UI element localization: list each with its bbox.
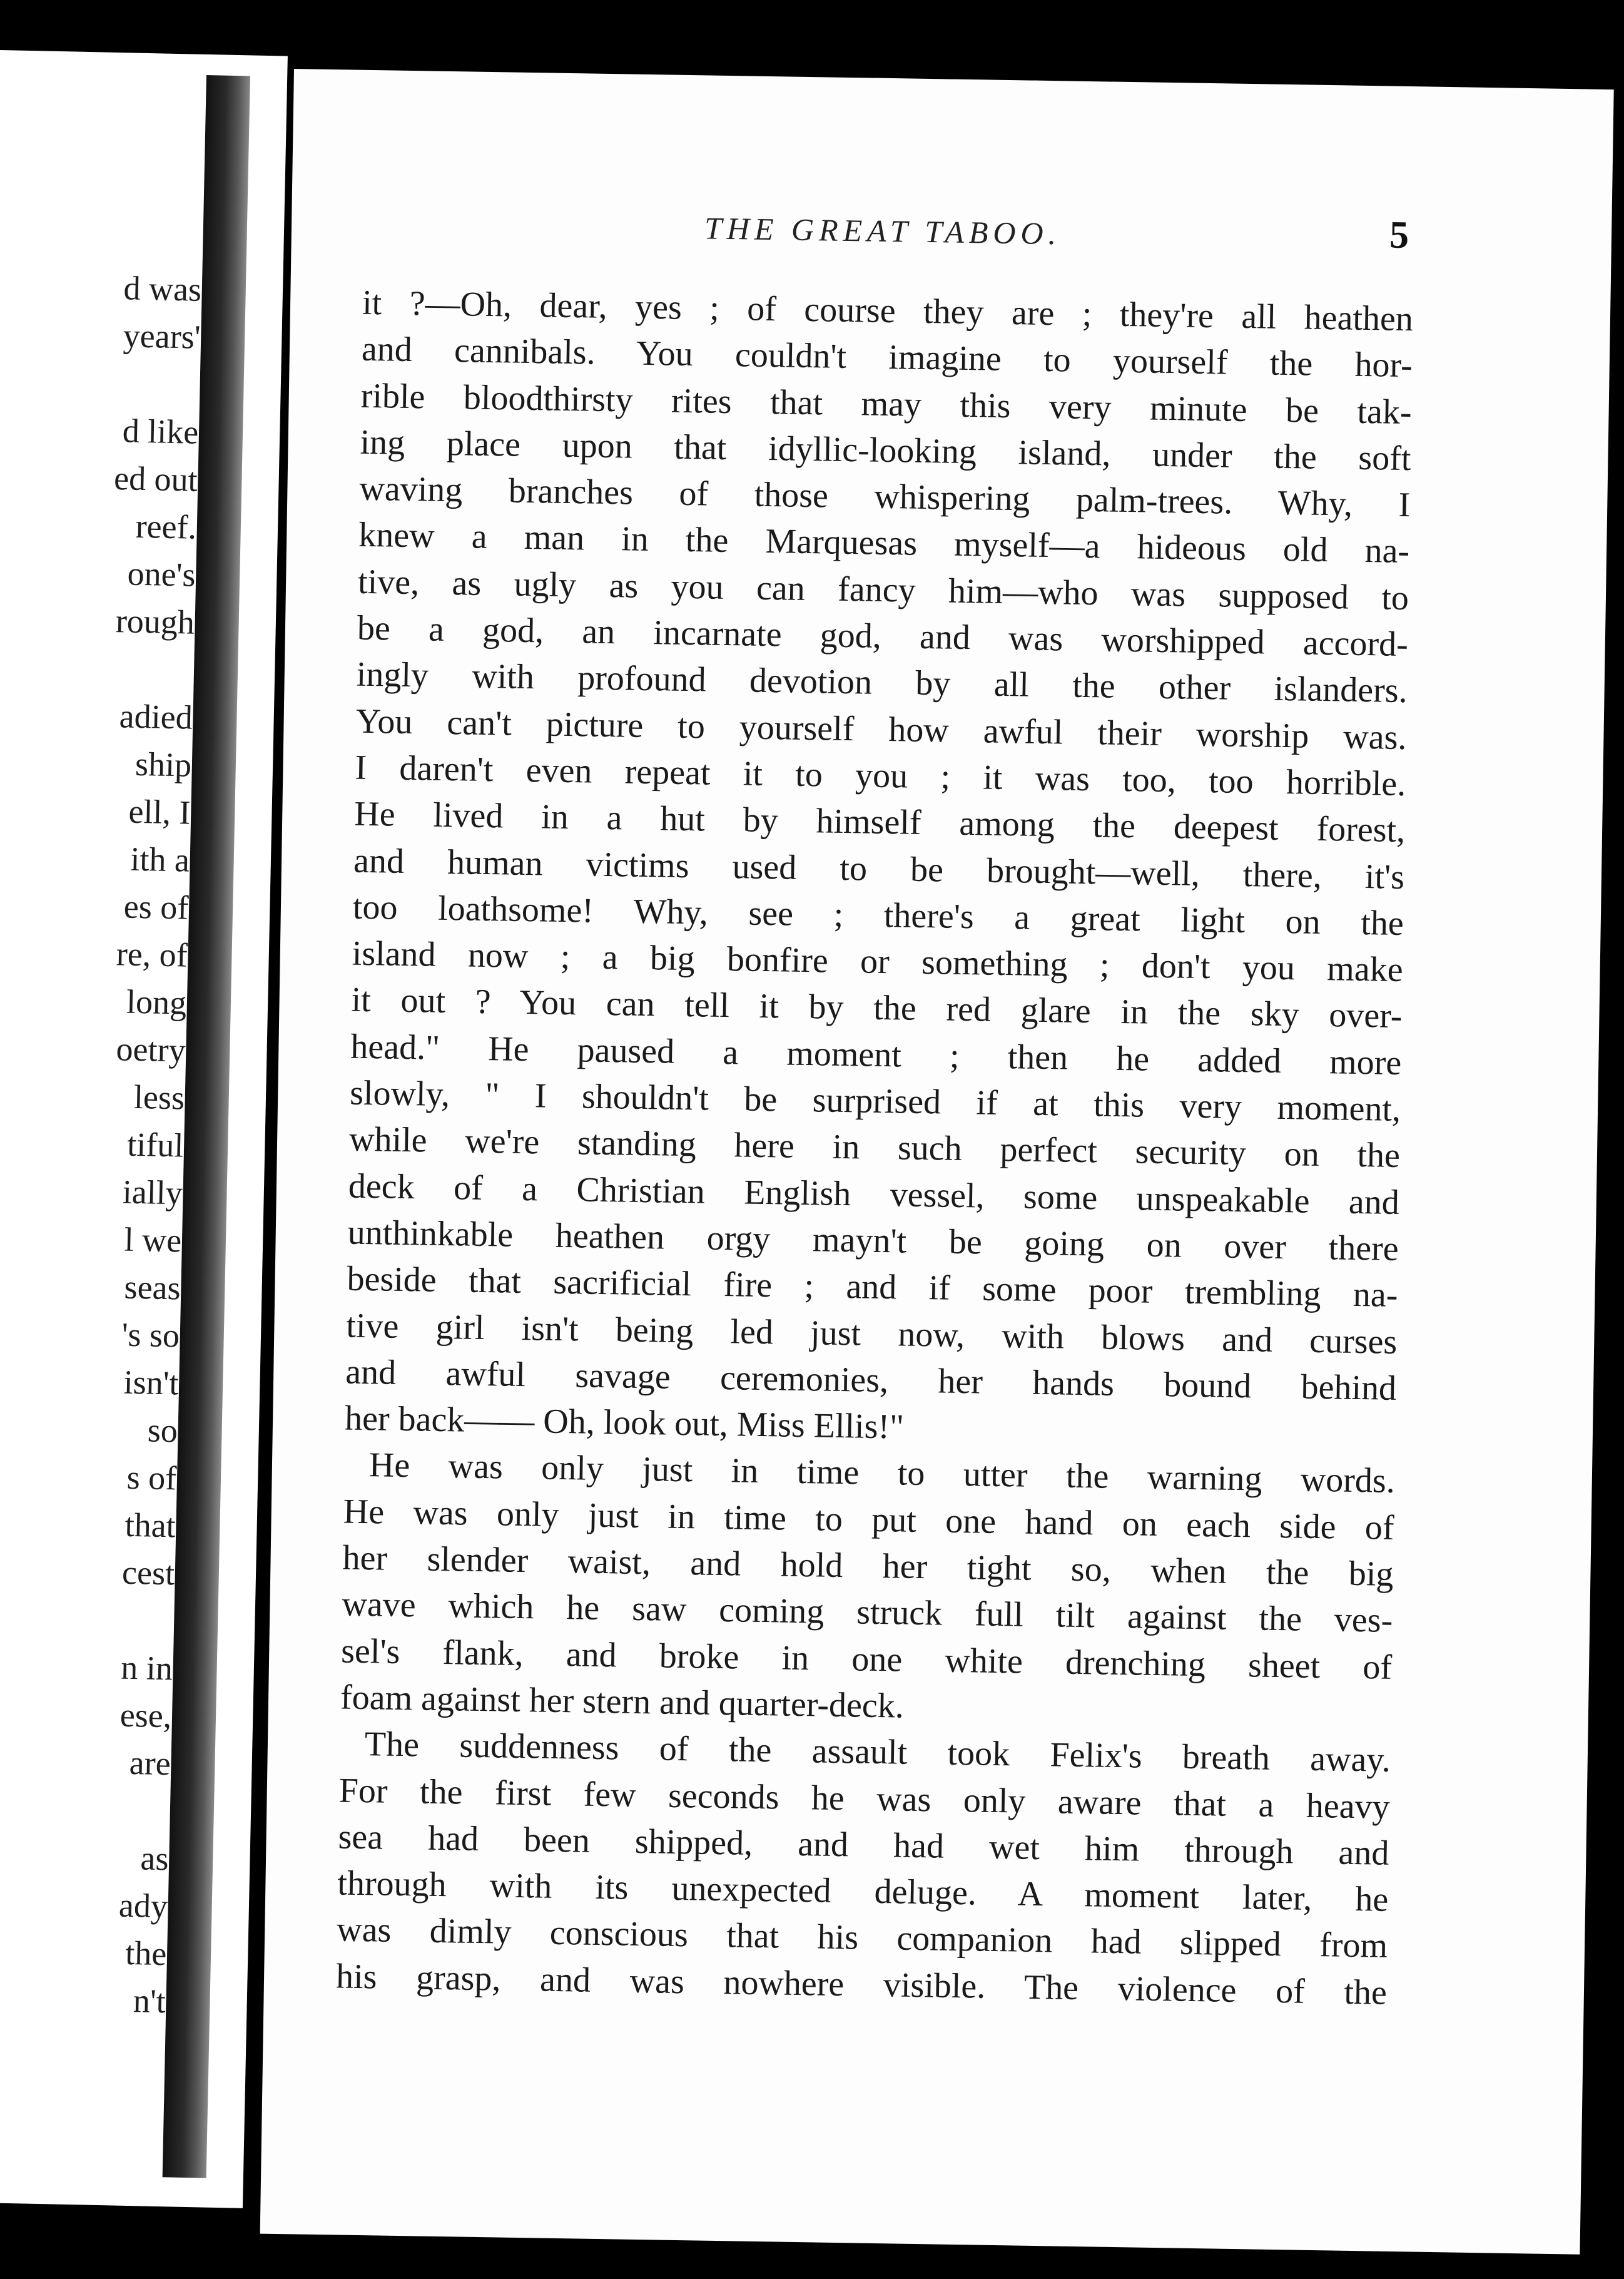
left-page-line: ed out [113, 459, 198, 499]
text-line: unthinkable heathen orgy mayn't be going on over there [347, 1213, 1399, 1268]
text-line: beside that sacrificial fire ; and if some poor trembling na- [347, 1259, 1398, 1315]
text-line: ingly with profound devotion by all the other islanders. [356, 655, 1408, 711]
left-page-line: cest [121, 1553, 175, 1593]
text-line: tive, as ugly as you can fancy him—who was supposed to [357, 562, 1409, 618]
text-line: waving branches of those whispering palm-trees. Why, I [358, 469, 1411, 525]
text-line: and cannibals. You couldn't imagine to yourself the hor- [361, 330, 1413, 385]
text-line: ing place upon that idyllic-looking island, under the soft [360, 422, 1411, 479]
left-page-line: 's so [121, 1315, 180, 1355]
text-line: his grasp, and was nowhere visible. The violence of the [335, 1957, 1388, 2012]
left-page-line: tiful [126, 1125, 185, 1165]
running-title: THE GREAT TABOO. [704, 210, 1062, 252]
left-page-line: re, of [116, 935, 188, 974]
text-line: her back—— Oh, look out, Miss Ellis!" [344, 1399, 905, 1447]
text-line: her slender waist, and hold her tight so, when the big [342, 1538, 1394, 1594]
left-page-line: ady [118, 1886, 168, 1925]
text-line: For the first few seconds he was only aware that a heavy [338, 1770, 1391, 1827]
text-line: rible bloodthirsty rites that may this very minute be tak- [360, 376, 1413, 432]
text-line: be a god, an incarnate god, and was worshipped accord- [357, 608, 1409, 665]
left-page-line: reef. [135, 507, 197, 546]
text-line: deck of a Christian English vessel, some unspeakable and [348, 1166, 1400, 1222]
text-line: while we're standing here in such perfect security on the [348, 1119, 1401, 1176]
left-page-line: d was [123, 269, 202, 308]
text-line: sel's flank, and broke in one white drenching sheet of [340, 1631, 1393, 1687]
left-page [0, 50, 288, 2208]
paragraph [336, 1721, 1391, 2016]
left-page-line: adied [119, 697, 193, 737]
text-line: it ?—Oh, dear, yes ; of course they are ; they're all heathen [362, 283, 1414, 339]
page-number: 5 [1389, 213, 1409, 257]
left-page-line: that [124, 1506, 176, 1545]
left-page-line: ially [122, 1173, 183, 1212]
paragraph [340, 1442, 1396, 1737]
text-line: foam against her stern and quarter-deck. [340, 1678, 905, 1726]
left-page-line: s of [126, 1458, 177, 1497]
left-page-line: ese, [119, 1696, 172, 1735]
text-line: knew a man in the Marquesas myself—a hideous old na- [358, 516, 1410, 571]
text-line: and awful savage ceremonies, her hands bound behind [345, 1352, 1397, 1408]
left-page-line: oetry [116, 1030, 186, 1069]
text-line: He was only just in time to utter the warning words. [368, 1445, 1396, 1501]
right-page [260, 69, 1614, 2255]
left-page-line: isn't [123, 1363, 180, 1402]
text-line: tive girl isn't being led just now, with blows and curses [345, 1306, 1398, 1362]
left-page-line: l we [124, 1220, 182, 1260]
left-page-line: the [124, 1934, 167, 1973]
left-page-line: ship [134, 745, 192, 784]
left-page-line: n't [133, 1982, 166, 2021]
text-line: through with its unexpected deluge. A moment later, he [337, 1863, 1389, 1919]
body-text [336, 280, 1414, 2016]
text-line: sea had been shipped, and had wet him through and [338, 1817, 1389, 1873]
page-header [292, 203, 1612, 268]
text-line: slowly, " I shouldn't be surprised if at this very moment, [349, 1073, 1401, 1129]
left-page-line: es of [123, 887, 189, 927]
text-line: He was only just in time to put one hand on each side of [343, 1492, 1395, 1547]
left-page-line: so [147, 1411, 178, 1450]
text-line: island now ; a big bonfire or something ; don't you make [352, 934, 1404, 990]
text-line: was dimly conscious that his companion had slipped from [336, 1910, 1388, 1966]
left-page-line: years' [123, 317, 201, 356]
text-line: too loathsome! Why, see ; there's a great light on the [352, 887, 1404, 943]
paragraph [345, 280, 1414, 1459]
text-line: and human victims used to be brought—well, there, it's [353, 841, 1405, 897]
text-line: it out ? You can tell it by the red glare in the sky over- [351, 981, 1403, 1036]
left-page-line: are [129, 1743, 171, 1783]
left-page-line: rough [115, 602, 195, 641]
text-line: He lived in a hut by himself among the deepest forest, [353, 794, 1406, 850]
left-page-line: ell, I [128, 792, 191, 832]
text-line: wave which he saw coming struck full tilt against the ves- [341, 1584, 1393, 1641]
left-page-line: as [140, 1839, 170, 1878]
left-page-line: one's [127, 554, 196, 594]
text-line: head." He paused a moment ; then he added more [350, 1027, 1402, 1083]
text-line: I daren't even repeat it to you ; it was too, too horrible. [354, 748, 1406, 804]
left-page-line: n in [120, 1648, 173, 1688]
left-page-line: long [126, 982, 187, 1022]
left-page-line: d like [122, 412, 199, 451]
text-line: You can't picture to yourself how awful their worship was. [355, 701, 1407, 757]
text-line: The suddenness of the assault took Felix's breath away. [364, 1725, 1391, 1780]
left-page-line: seas [124, 1268, 181, 1307]
left-page-line: ith a [129, 840, 190, 879]
left-page-line: less [133, 1078, 185, 1117]
